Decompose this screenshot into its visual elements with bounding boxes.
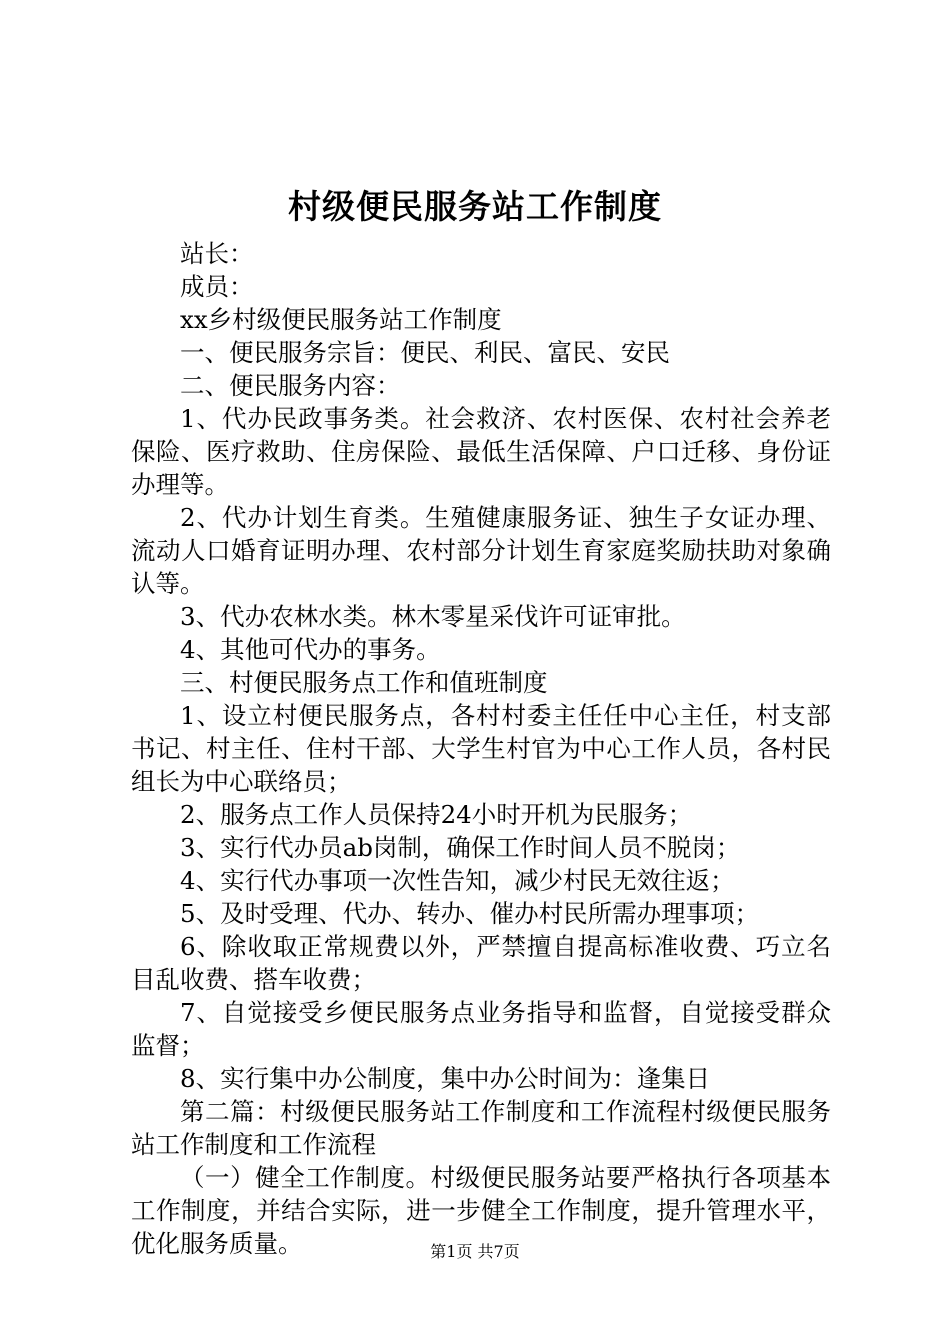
paragraph: 2、服务点工作人员保持24小时开机为民服务； [180,800,693,829]
paragraph: xx乡村级便民服务站工作制度 [180,305,502,334]
paragraph: 1、代办民政事务类。社会救济、农村医保、农村社会养老保险、医疗救助、住房保险、最低生活保障、户口迁移、身份证办理等。 [131,404,831,499]
paragraph: 3、代办农林水类。林木零星采伐许可证审批。 [180,602,686,631]
paragraph: （一）健全工作制度。村级便民服务站要严格执行各项基本工作制度，并结合实际，进一步健全工作制度，提升管理水平，优化服务质量。 [131,1163,831,1258]
document-body [131,237,831,1260]
document-title: 村级便民服务站工作制度 [288,187,662,226]
paragraph: 4、实行代办事项一次性告知，减少村民无效往返； [180,866,735,895]
paragraph: 第二篇：村级便民服务站工作制度和工作流程村级便民服务站工作制度和工作流程 [131,1097,831,1159]
paragraph: 二、便民服务内容： [180,371,401,400]
paragraph: 1、设立村便民服务点，各村村委主任任中心主任，村支部书记、村主任、住村干部、大学生村官为中心工作人员，各村民组长为中心联络员； [131,701,831,796]
paragraph: 6、除收取正常规费以外，严禁擅自提高标准收费、巧立名目乱收费、搭车收费； [131,932,831,994]
paragraph: 4、其他可代办的事务。 [180,635,441,664]
paragraph: 7、自觉接受乡便民服务点业务指导和监督，自觉接受群众监督； [131,998,831,1060]
paragraph: 3、实行代办员ab岗制，确保工作时间人员不脱岗； [180,833,741,862]
paragraph: 一、便民服务宗旨：便民、利民、富民、安民 [180,338,670,367]
page-footer: 第1页 共7页 [430,1242,520,1261]
paragraph: 2、代办计划生育类。生殖健康服务证、独生子女证办理、流动人口婚育证明办理、农村部分计划生育家庭奖励扶助对象确认等。 [131,503,831,598]
paragraph: 成员： [180,272,254,301]
paragraph: 站长： [180,239,254,268]
paragraph: 8、实行集中办公制度，集中办公时间为：逢集日 [180,1064,711,1093]
paragraph: 三、村便民服务点工作和值班制度 [180,668,548,697]
paragraph: 5、及时受理、代办、转办、催办村民所需办理事项； [180,899,760,928]
